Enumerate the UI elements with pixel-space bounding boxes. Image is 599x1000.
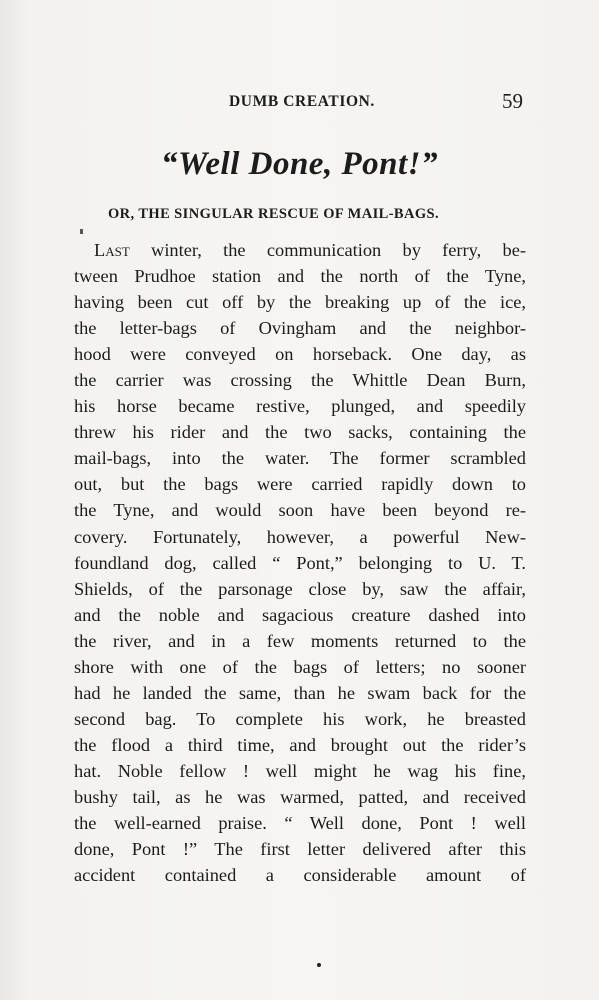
text-line-16: the river, and in a few moments returned to the — [74, 630, 526, 651]
chapter-subtitle: OR, THE SINGULAR RESCUE OF MAIL-BAGS. — [108, 206, 440, 222]
text-line-8: threw his rider and the two sacks, containing the — [74, 422, 526, 443]
text-line-12: covery. Fortunately, however, a powerful New- — [74, 526, 526, 547]
text-line-22: bushy tail, as he was warmed, patted, and received — [74, 786, 526, 807]
text-line-3: having been cut off by the breaking up of the ice, — [74, 292, 526, 313]
text-line-25: accident contained a considerable amount of — [74, 865, 526, 886]
text-line-19: second bag. To complete his work, he breasted — [74, 708, 526, 729]
text-line-10: out, but the bags were carried rapidly down to — [74, 474, 526, 495]
text-line-4: the letter-bags of Ovingham and the neighbor- — [74, 318, 526, 339]
text-line-15: and the noble and sagacious creature dashed into — [74, 604, 526, 625]
drop-word: Last — [94, 240, 130, 260]
text-line-5: hood were conveyed on horseback. One day, as — [74, 344, 526, 365]
text-line-11: the Tyne, and would soon have been beyond re- — [74, 500, 526, 521]
body-text — [74, 237, 526, 888]
text-line-24: done, Pont !” The first letter delivered after this — [74, 839, 526, 860]
text-line-2: tween Prudhoe station and the north of the Tyne, — [74, 266, 526, 287]
text-line-21: hat. Noble fellow ! well might he wag his fine, — [74, 760, 526, 781]
text-line-18: had he landed the same, than he swam back for the — [74, 682, 526, 703]
page-number: 59 — [502, 89, 523, 113]
text-line-14: Shields, of the parsonage close by, saw the affair, — [74, 578, 526, 599]
running-head: DUMB CREATION. — [229, 93, 375, 110]
text-line-17: shore with one of the bags of letters; no sooner — [74, 656, 526, 677]
text-line-13: foundland dog, called “ Pont,” belonging to U. T. — [74, 552, 526, 573]
text-line-20: the flood a third time, and brought out the rider’s — [74, 734, 526, 755]
print-mark — [80, 229, 83, 234]
text-line-23: the well-earned praise. “ Well done, Pont ! well — [74, 813, 526, 834]
text-line-6: the carrier was crossing the Whittle Dean Burn, — [74, 370, 526, 391]
text-line-7: his horse became restive, plunged, and speedily — [74, 396, 526, 417]
text-line-9: mail-bags, into the water. The former scrambled — [74, 448, 526, 469]
ink-speck — [317, 963, 321, 967]
text-line-1: Last winter, the communication by ferry, be- — [94, 240, 526, 260]
chapter-title: “Well Done, Pont!” — [161, 146, 438, 182]
